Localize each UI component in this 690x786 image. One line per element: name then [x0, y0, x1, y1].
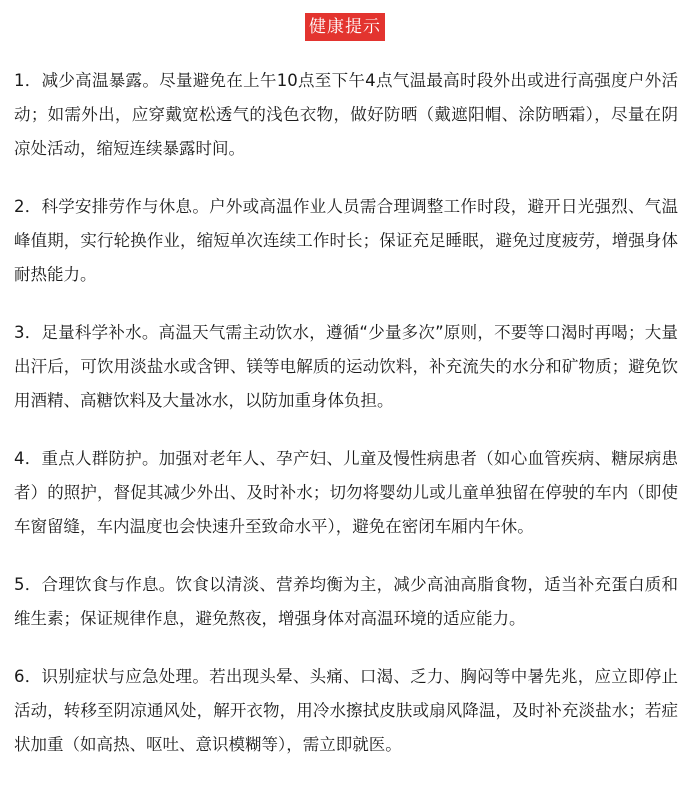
tip-item-3: 3．足量科学补水。高温天气需主动饮水，遵循“少量多次”原则，不要等口渴时再喝；大量出汗后，可饮用淡盐水或含钾、镁等电解质的运动饮料，补充流失的水分和矿物质；避免饮用酒精、高糖饮料及大量冰水，以防加重身体负担。: [14, 323, 678, 410]
tip-item-6: 6．识别症状与应急处理。若出现头晕、头痛、口渴、乏力、胸闷等中暑先兆，应立即停止活动，转移至阴凉通风处，解开衣物，用冷水擦拭皮肤或扇风降温，及时补充淡盐水；若症状加重（如高热、呕吐、意识模糊等），需立即就医。: [14, 667, 678, 754]
title-container: [0, 13, 690, 41]
tip-item-4: 4．重点人群防护。加强对老年人、孕产妇、儿童及慢性病患者（如心血管疾病、糖尿病患者）的照护，督促其减少外出、及时补水；切勿将婴幼儿或儿童单独留在停驶的车内（即使车窗留缝，车内温度也会快速升至致命水平），避免在密闭车厢内午休。: [14, 449, 678, 536]
tip-item-5: 5．合理饮食与作息。饮食以清淡、营养均衡为主，减少高油高脂食物，适当补充蛋白质和维生素；保证规律作息，避免熬夜，增强身体对高温环境的适应能力。: [14, 575, 678, 628]
tips-list: [14, 64, 678, 786]
tip-item-1: 1．减少高温暴露。尽量避免在上午10点至下午4点气温最高时段外出或进行高强度户外活动；如需外出，应穿戴宽松透气的浅色衣物，做好防晒（戴遮阳帽、涂防晒霜），尽量在阴凉处活动，缩短连续暴露时间。: [14, 71, 678, 158]
tip-item-2: 2．科学安排劳作与休息。户外或高温作业人员需合理调整工作时段，避开日光强烈、气温峰值期，实行轮换作业，缩短单次连续工作时长；保证充足睡眠，避免过度疲劳，增强身体耐热能力。: [14, 197, 678, 284]
page-title: 健康提示: [305, 13, 385, 41]
